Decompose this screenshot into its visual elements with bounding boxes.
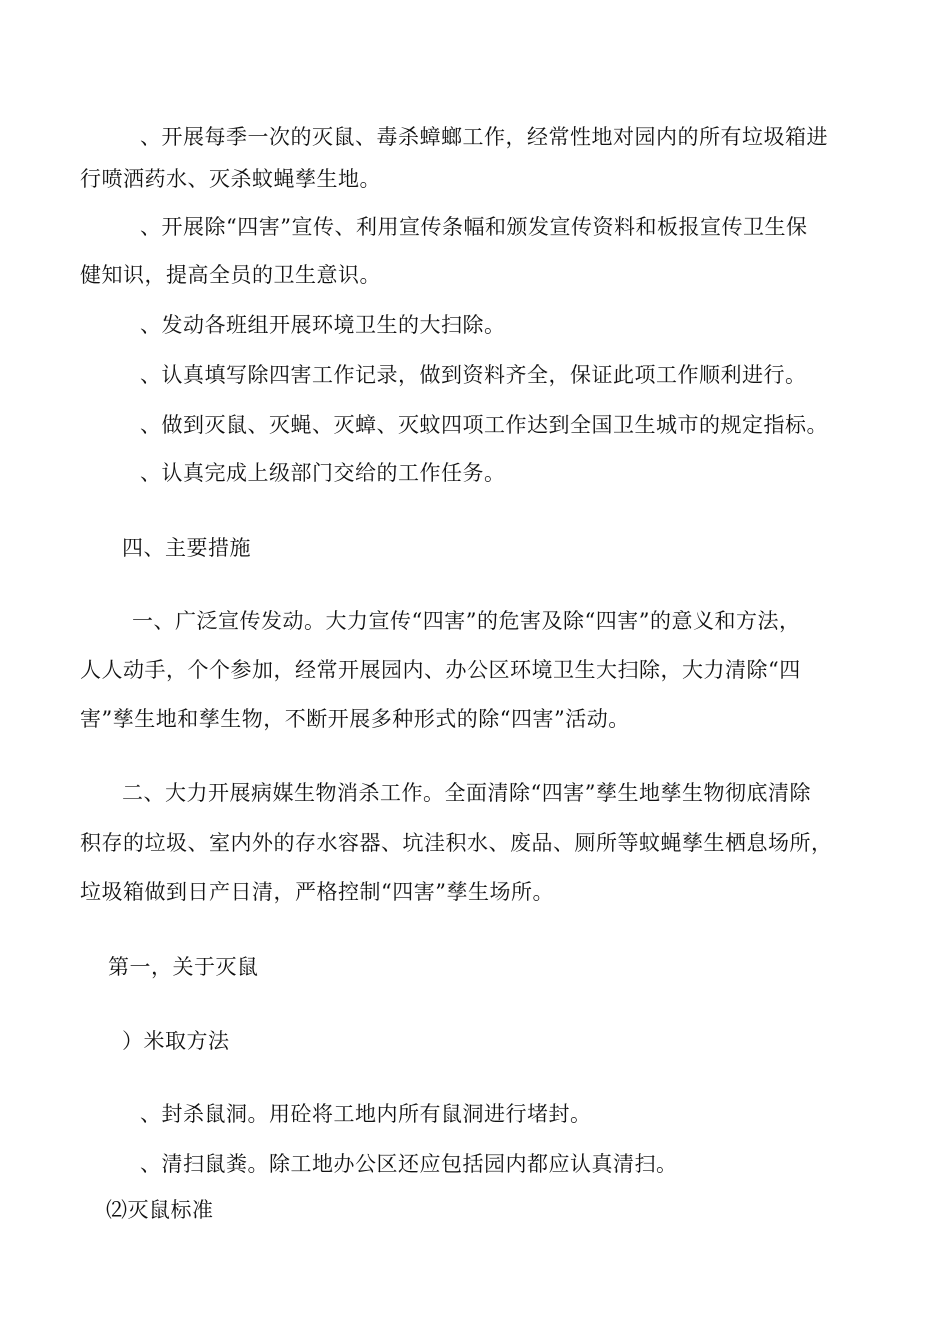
paragraph-6: 、认真完成上级部门交给的工作任务。 xyxy=(140,461,506,485)
subheading-methods: ）米取方法 xyxy=(122,1029,230,1053)
paragraph-4: 、认真填写除四害工作记录，做到资料齐全，保证此项工作顺利进行。 xyxy=(140,363,807,387)
paragraph-2-line-2: 健知识，提高全员的卫生意识。 xyxy=(80,263,381,287)
paragraph-8-line-2: 人人动手，个个参加，经常开展园内、办公区环境卫生大扫除，大力清除“四 xyxy=(80,658,801,682)
paragraph-1-line-2: 行喷洒药水、灭杀蚊蝇孳生地。 xyxy=(80,167,381,191)
method-item-1: 、封杀鼠洞。用砼将工地内所有鼠洞进行堵封。 xyxy=(140,1102,592,1126)
paragraph-8-line-3: 害”孳生地和孳生物，不断开展多种形式的除“四害”活动。 xyxy=(80,707,630,731)
paragraph-3: 、发动各班组开展环境卫生的大扫除。 xyxy=(140,313,506,337)
paragraph-1-line-1: 、开展每季一次的灭鼠、毒杀蟑螂工作，经常性地对园内的所有垃圾箱进 xyxy=(140,125,828,149)
paragraph-5: 、做到灭鼠、灭蝇、灭蟑、灭蚊四项工作达到全国卫生城市的规定指标。 xyxy=(140,413,828,437)
paragraph-9-line-2: 积存的垃圾、室内外的存水容器、坑洼积水、废品、厕所等蚊蝇孳生栖息场所， xyxy=(80,831,833,855)
paragraph-2-line-1: 、开展除“四害”宣传、利用宣传条幅和颁发宣传资料和板报宣传卫生保 xyxy=(140,215,808,239)
method-item-2: 、清扫鼠粪。除工地办公区还应包括园内都应认真清扫。 xyxy=(140,1152,678,1176)
subheading-rodent-control: 第一，关于灭鼠 xyxy=(108,955,259,979)
subheading-standard: ⑵灭鼠标准 xyxy=(106,1198,214,1222)
paragraph-8-line-1: 一、广泛宣传发动。大力宣传“四害”的危害及除“四害”的意义和方法， xyxy=(132,609,801,633)
paragraph-9-line-3: 垃圾箱做到日产日清，严格控制“四害”孳生场所。 xyxy=(80,880,554,904)
section-heading: 四、主要措施 xyxy=(122,536,251,560)
paragraph-9-line-1: 二、大力开展病媒生物消杀工作。全面清除“四害”孳生地孳生物彻底清除 xyxy=(122,781,811,805)
